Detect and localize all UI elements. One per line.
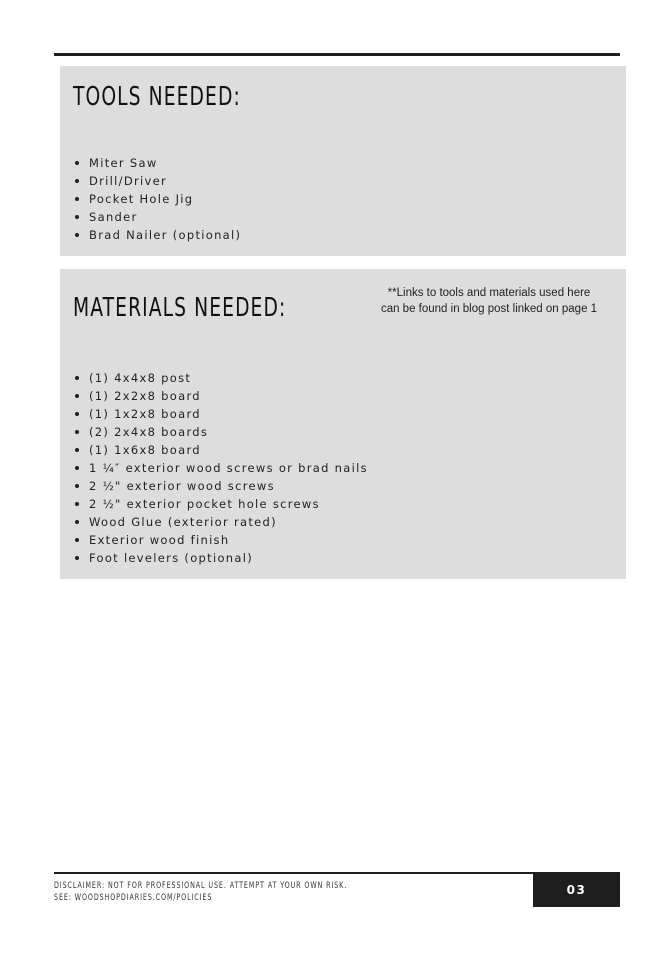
- bullet-icon: [75, 197, 79, 201]
- list-item: Pocket Hole Jig: [74, 190, 241, 208]
- list-item: Sander: [74, 208, 241, 226]
- list-item: Wood Glue (exterior rated): [74, 513, 368, 531]
- bullet-icon: [75, 179, 79, 183]
- bullet-icon: [75, 520, 79, 524]
- bullet-icon: [75, 556, 79, 560]
- tools-list: [74, 154, 241, 244]
- footer-disclaimer: [54, 880, 347, 904]
- list-item: (1) 2x2x8 board: [74, 387, 368, 405]
- list-item: (1) 1x2x8 board: [74, 405, 368, 423]
- bullet-icon: [75, 376, 79, 380]
- list-item: Miter Saw: [74, 154, 241, 172]
- list-item: (1) 4x4x8 post: [74, 369, 368, 387]
- list-item: 2 ½" exterior wood screws: [74, 477, 368, 495]
- bullet-icon: [75, 502, 79, 506]
- materials-heading: MATERIALS NEEDED:: [73, 293, 287, 323]
- list-item: Drill/Driver: [74, 172, 241, 190]
- list-item: (2) 2x4x8 boards: [74, 423, 368, 441]
- bullet-icon: [75, 215, 79, 219]
- list-item: 1 ¼″ exterior wood screws or brad nails: [74, 459, 368, 477]
- list-item: Exterior wood finish: [74, 531, 368, 549]
- footer-divider: [54, 872, 534, 874]
- links-note: **Links to tools and materials used here can be found in blog post linked on page 1: [380, 287, 598, 315]
- list-item: (1) 1x6x8 board: [74, 441, 368, 459]
- bullet-icon: [75, 233, 79, 237]
- bullet-icon: [75, 394, 79, 398]
- tools-needed-panel: [60, 66, 626, 256]
- bullet-icon: [75, 412, 79, 416]
- tools-heading: TOOLS NEEDED:: [73, 82, 241, 112]
- bullet-icon: [75, 538, 79, 542]
- policies-line: SEE: WOODSHOPDIARIES.COM/POLICIES: [54, 893, 213, 903]
- disclaimer-line: DISCLAIMER: NOT FOR PROFESSIONAL USE. ATTEMPT AT YOUR OWN RISK.: [54, 881, 348, 891]
- list-item: 2 ½" exterior pocket hole screws: [74, 495, 368, 513]
- bullet-icon: [75, 466, 79, 470]
- list-item: Brad Nailer (optional): [74, 226, 241, 244]
- page-number-badge: 03: [533, 872, 620, 907]
- top-divider: [54, 53, 620, 56]
- materials-needed-panel: [60, 269, 626, 579]
- bullet-icon: [75, 161, 79, 165]
- materials-list: [74, 369, 368, 567]
- bullet-icon: [75, 484, 79, 488]
- list-item: Foot levelers (optional): [74, 549, 368, 567]
- bullet-icon: [75, 448, 79, 452]
- bullet-icon: [75, 430, 79, 434]
